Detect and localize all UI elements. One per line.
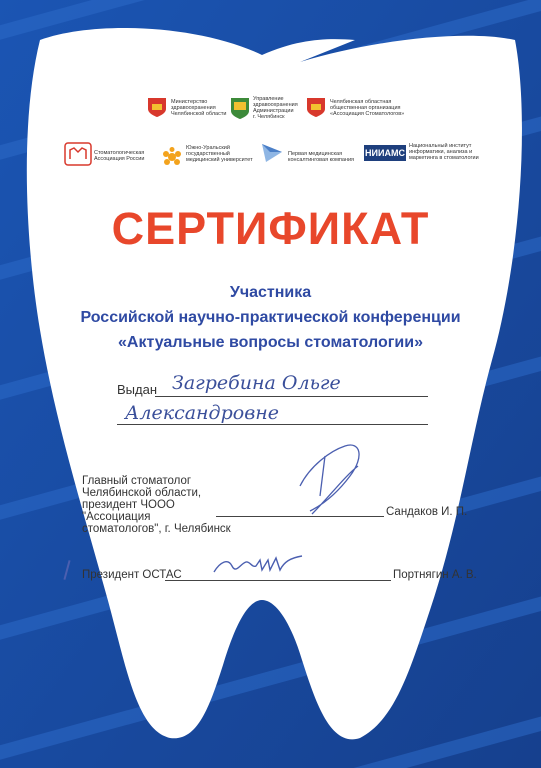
president-signature [210, 552, 310, 578]
subtitle-participant: Участника [229, 284, 312, 301]
subtitle-conference: Российской научно-практической конференции [80, 309, 461, 326]
star-association-text: Стоматологическая Ассоциация России [94, 150, 145, 162]
chelyabinsk-region-emblem [146, 96, 168, 118]
minzdrav-text: Министерство здравоохранения Челябинской области [171, 99, 227, 117]
president-signature-line [165, 580, 391, 581]
city-admin-text: Управление здравоохранения Администрации г. Челябинск [253, 96, 298, 120]
name-line-2 [117, 424, 428, 425]
subtitle-topic: «Актуальные вопросы стоматологии» [118, 334, 423, 351]
name-line-1 [155, 396, 428, 397]
chief-signature [290, 436, 370, 518]
recipient-name-line-2: Александровне [125, 402, 280, 424]
niiams-badge: НИИАМС [364, 145, 406, 161]
issued-label: Выдан [117, 382, 158, 397]
chelyabinsk-city-emblem [229, 96, 251, 120]
niiams-text: Национальный институт информатики, анализа и маркетинга в стоматологии [409, 143, 479, 161]
regional-org-emblem [305, 96, 327, 118]
president-label: Президент ОСТАС [82, 569, 182, 581]
yugmu-logo [161, 146, 183, 168]
regional-org-text: Челябинская областная общественная организация «Ассоциация Стоматологов» [330, 99, 405, 117]
pmk-logo [260, 142, 284, 164]
certificate-title: СЕРТИФИКАТ [111, 203, 430, 254]
yugmu-text: Южно-Уральский государственный медицинский университет [186, 145, 253, 163]
recipient-name-line-1: Загребина Ольге [172, 372, 341, 394]
president-name: Портнягин А. В. [393, 569, 477, 581]
chief-dentist-name: Сандаков И. П. [386, 506, 468, 518]
pmk-text: Первая медицинская консалтинговая компания [288, 151, 355, 163]
chief-dentist-label: Главный стоматолог Челябинской области, президент ЧООО "Ассоциация стоматологов", г. Челябинск [82, 475, 231, 535]
star-association-logo [64, 142, 92, 166]
